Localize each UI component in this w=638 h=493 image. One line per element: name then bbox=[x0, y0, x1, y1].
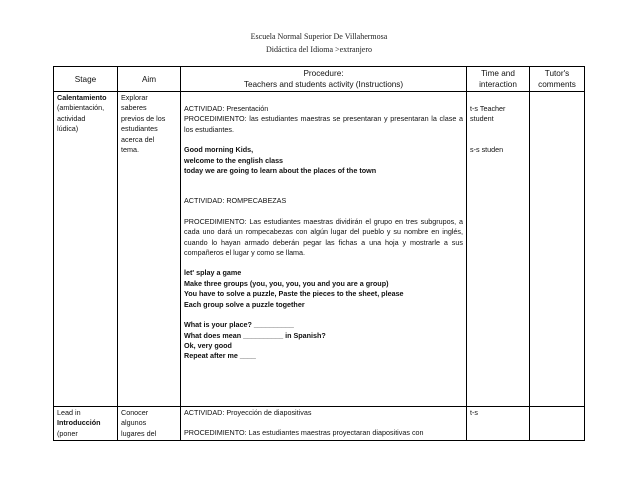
table-header-row bbox=[54, 67, 585, 92]
row1-aim bbox=[118, 92, 181, 407]
header-time bbox=[467, 67, 530, 92]
spacer bbox=[184, 310, 463, 320]
row2-stage-line: (poner bbox=[57, 428, 78, 438]
spacer bbox=[470, 125, 526, 135]
table-row bbox=[54, 407, 585, 441]
header-procedure bbox=[181, 67, 467, 92]
row1-script3-line: Ok, very good bbox=[184, 340, 232, 350]
subject-name: Didáctica del Idioma >extranjero bbox=[265, 45, 373, 54]
row1-stage-line: actividad bbox=[57, 113, 86, 123]
row1-script1-line: welcome to the english class bbox=[184, 155, 284, 165]
row2-stage-line: Introducción bbox=[57, 418, 101, 428]
header-stage: Stage bbox=[54, 67, 118, 92]
row1-stage-line: Calentamiento bbox=[57, 93, 107, 102]
row1-script3-line: Repeat after me ____ bbox=[184, 351, 256, 361]
header-tutor-line1: Tutor's bbox=[544, 69, 570, 78]
header-tutor bbox=[530, 67, 585, 92]
row1-script2-line: Make three groups (you, you, you, you and you are a group) bbox=[184, 278, 389, 288]
row1-stage bbox=[54, 92, 118, 407]
row1-activity1: ACTIVIDAD: Presentación bbox=[184, 104, 269, 113]
spacer bbox=[184, 207, 463, 217]
header-tutor-line2: comments bbox=[538, 80, 576, 89]
row2-aim-line: Conocer bbox=[121, 408, 149, 417]
row2-aim-line: lugares del bbox=[121, 428, 157, 438]
school-name: Escuela Normal Superior De Villahermosa bbox=[250, 32, 388, 41]
spacer bbox=[470, 135, 526, 145]
row1-aim-line: estudiantes bbox=[121, 124, 158, 134]
row1-script1-line: today we are going to learn about the places of the town bbox=[184, 166, 377, 176]
row1-aim-line: saberes bbox=[121, 103, 147, 113]
header-procedure-line1: Procedure: bbox=[303, 69, 344, 78]
row1-activity2: ACTIVIDAD: ROMPECABEZAS bbox=[184, 196, 287, 206]
row2-procedure-text: PROCEDIMIENTO: Las estudiantes maestras proyectaran diapositivas con bbox=[184, 428, 424, 438]
row1-stage-line: lúdica) bbox=[57, 124, 79, 134]
document-header bbox=[0, 30, 638, 56]
row1-aim-line: acerca del bbox=[121, 134, 155, 144]
row1-procedure bbox=[181, 92, 467, 407]
spacer bbox=[184, 135, 463, 145]
row1-script2-line: let' splay a game bbox=[184, 268, 242, 278]
row1-script3-line: What does mean __________ in Spanish? bbox=[184, 330, 326, 340]
row2-aim bbox=[118, 407, 181, 441]
row1-script2-line: Each group solve a puzzle together bbox=[184, 299, 305, 309]
row2-aim-line: algunos bbox=[121, 418, 147, 428]
row1-aim-line: tema. bbox=[121, 145, 139, 155]
spacer bbox=[184, 176, 463, 186]
header-procedure-line2: Teachers and students activity (Instructions) bbox=[243, 80, 404, 89]
row1-script3-line: What is your place? __________ bbox=[184, 320, 294, 330]
row2-time: t-s bbox=[467, 407, 530, 441]
header-time-line1: Time and bbox=[481, 69, 515, 78]
row1-aim-line: Explorar bbox=[121, 93, 148, 102]
row1-script1-line: Good morning Kids, bbox=[184, 145, 254, 155]
row1-time-line: t-s Teacher bbox=[470, 104, 506, 113]
header-aim: Aim bbox=[118, 67, 181, 92]
spacer bbox=[184, 186, 463, 196]
row2-activity: ACTIVIDAD: Proyección de diapositivas bbox=[184, 408, 312, 417]
row2-procedure bbox=[181, 407, 467, 441]
spacer bbox=[184, 258, 463, 268]
row1-aim-line: previos de los bbox=[121, 113, 166, 123]
row2-stage-line: Lead in bbox=[57, 408, 81, 417]
row2-tutor bbox=[530, 407, 585, 441]
row1-time-line: student bbox=[470, 114, 494, 124]
row1-tutor bbox=[530, 92, 585, 407]
table-row bbox=[54, 92, 585, 407]
lesson-plan-table bbox=[53, 66, 585, 441]
row1-time-line: s-s studen bbox=[470, 144, 504, 154]
row1-procedure1: PROCEDIMIENTO: las estudiantes maestras se presentaran y presentaran la clase a los estudiantes. bbox=[184, 114, 463, 134]
row1-procedure2: PROCEDIMIENTO: Las estudiantes maestras dividirán el grupo en tres subgrupos, a cada uno dará un rompecabezas con algún lugar del pueblo y su nombre en inglés, cuando lo hayan armado deberán pegar las fichas a una hoja y mostrarle a sus compañeros el lugar y como se llama. bbox=[184, 216, 463, 258]
header-time-line2: interaction bbox=[479, 80, 517, 89]
row2-stage bbox=[54, 407, 118, 441]
row1-time bbox=[467, 92, 530, 407]
row1-script2-line: You have to solve a puzzle, Paste the pieces to the sheet, please bbox=[184, 289, 404, 299]
row1-stage-line: (ambientación, bbox=[57, 103, 105, 113]
spacer bbox=[184, 418, 463, 428]
